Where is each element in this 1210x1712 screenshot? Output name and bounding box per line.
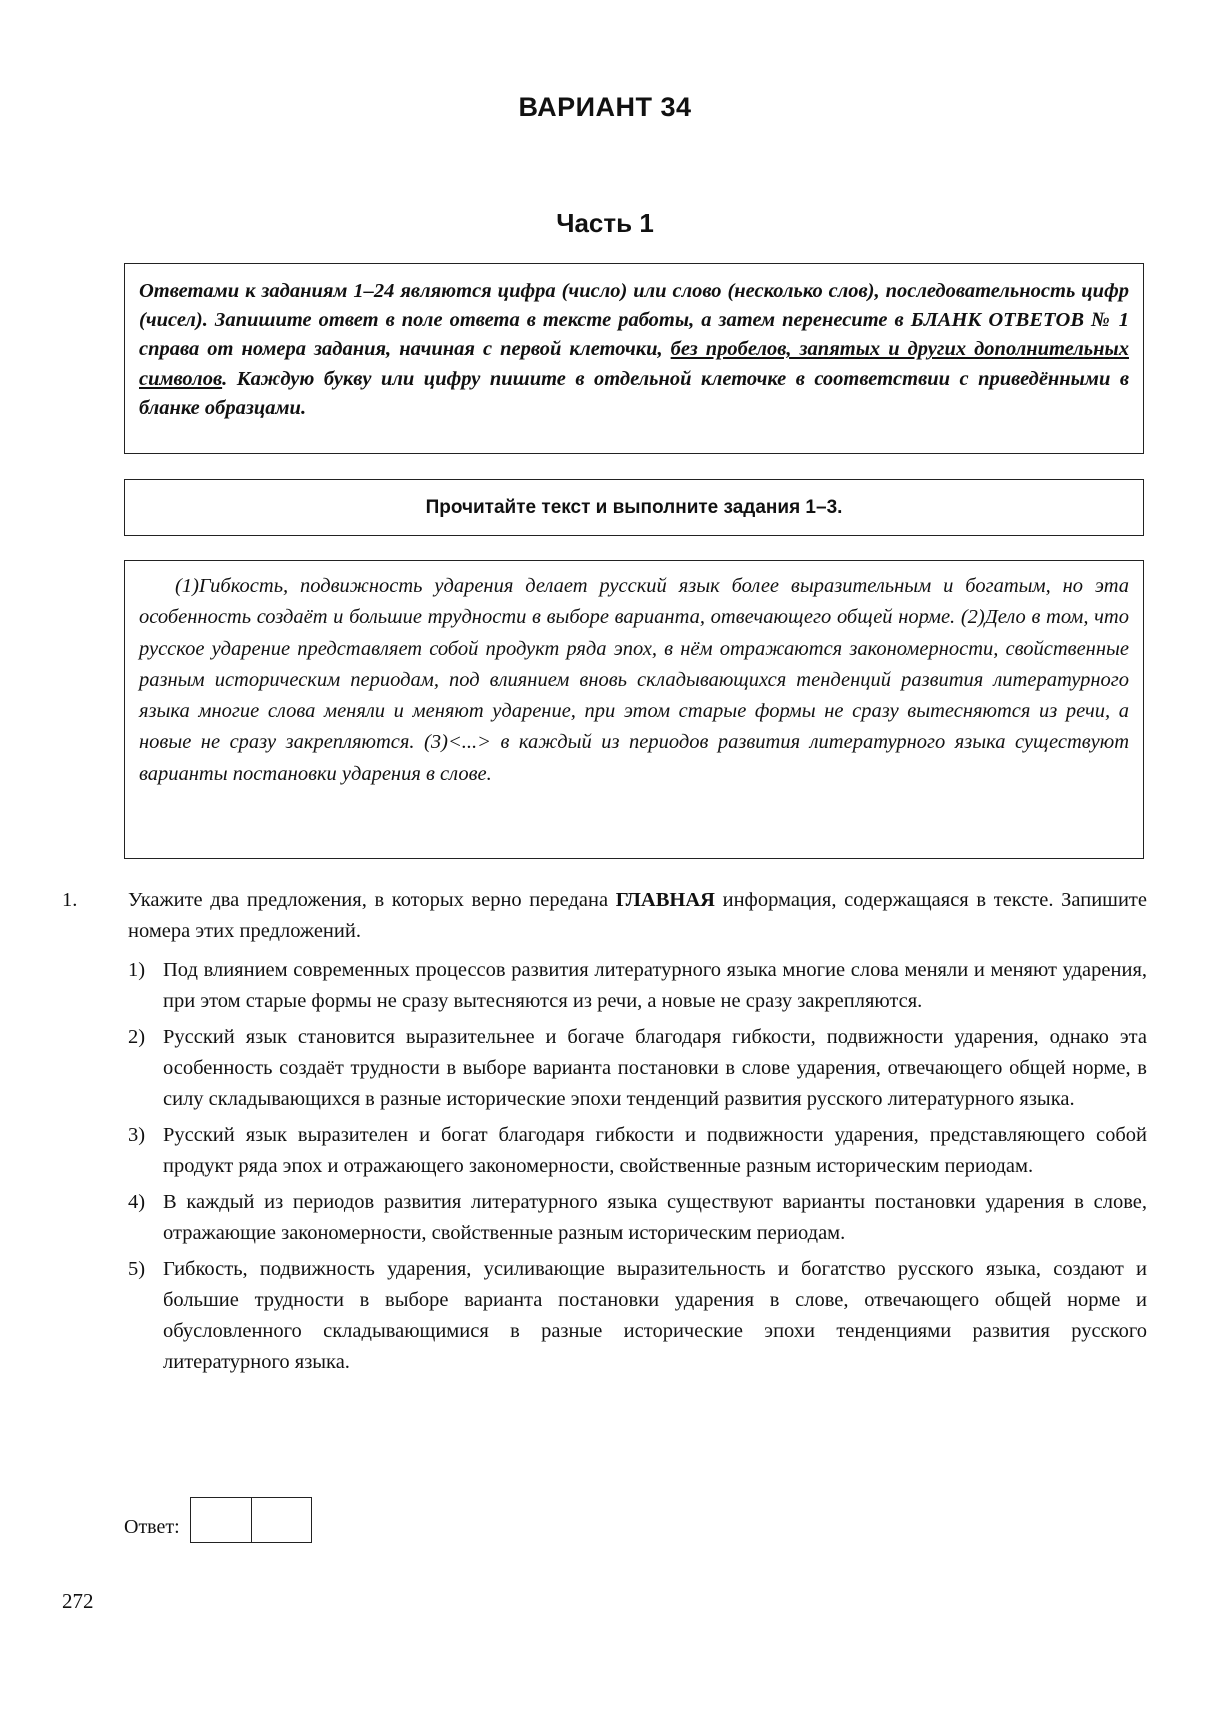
- task-question-bold: ГЛАВНАЯ: [615, 889, 715, 911]
- option-5: [128, 1254, 1147, 1378]
- passage-text: (1)Гибкость, подвижность ударения делает русский язык более выразительным и богатым, но эта особенность создаёт и большие трудности в выборе варианта, отвечающего общей норме. (2)Дело в том, что русское ударение представляет собой продукт ряда эпох, в нём отражаются закономерности, свойственные разным историческим периодам, под влиянием вновь складывающихся тенденций развития литературного языка многие слова меняли и меняют ударение, при этом старые формы не сразу вытесняются из речи, а новые не сразу закрепляются. (3)<...> в каждый из периодов развития литературного языка существуют варианты постановки ударения в слове.: [139, 575, 1129, 785]
- task-number: 1.: [62, 889, 78, 911]
- answer-cells[interactable]: [190, 1497, 312, 1543]
- answer-label: Ответ:: [124, 1516, 180, 1538]
- option-text: Русский язык становится выразительнее и богаче благодаря гибкости, подвижности ударения, однако эта особенность создаёт трудности в выборе варианта постановки в слове ударения, отвечающего общей норме, в силу складывающихся в разные исторические эпохи тенденций развития русского литературного языка.: [163, 1026, 1147, 1110]
- instructions-text-end: . Каждую букву или цифру пишите в отдельной клеточке в соответствии с приведёнными в бланке образцами.: [139, 367, 1129, 419]
- answer-field: [124, 1497, 312, 1543]
- answer-cell-2[interactable]: [251, 1498, 311, 1542]
- option-2: [128, 1022, 1147, 1115]
- instructions-text: Ответами к заданиям 1–24 являются цифра (число) или слово (несколько слов), последовательность цифр (чисел). Запишите ответ в поле ответа в тексте работы, а затем перенесите в БЛАНК ОТВЕТОВ № 1 справа от номера задания, начиная с первой клеточки,: [139, 280, 1129, 361]
- instructions-underlined: без пробелов, запятых и других дополнительных символов: [139, 338, 1129, 390]
- option-3: [128, 1120, 1147, 1182]
- option-1: [128, 955, 1147, 1017]
- options-list: [128, 955, 1147, 1378]
- option-text: Под влиянием современных процессов развития литературного языка многие слова меняли и меняют ударения, при этом старые формы не сразу вытесняются из речи, а новые не сразу закрепляются.: [163, 959, 1147, 1012]
- instructions-box: [124, 263, 1144, 454]
- read-prompt-box: [124, 479, 1144, 536]
- option-text: Русский язык выразителен и богат благодаря гибкости и подвижности ударения, представляющего собой продукт ряда эпох и отражающего закономерности, свойственные разным историческим периодам.: [163, 1124, 1147, 1177]
- variant-title: ВАРИАНТ 34: [518, 92, 692, 122]
- part-title: Часть 1: [556, 208, 654, 238]
- passage-box: [124, 560, 1144, 859]
- option-text: Гибкость, подвижность ударения, усиливающие выразительность и богатство русского языка, создают и большие трудности в выборе варианта постановки ударения в слове, отвечающего общей норме и обусловленного складывающимися в разные исторические эпохи тенденциями развития русского литературного языка.: [163, 1258, 1147, 1373]
- option-4: [128, 1187, 1147, 1249]
- task-question-start: Укажите два предложения, в которых верно передана: [128, 889, 616, 911]
- task-question-end: информация, содержащаяся в тексте. Запишите номера этих предложений.: [128, 889, 1147, 942]
- answer-cell-1[interactable]: [191, 1498, 251, 1542]
- option-number: 3): [128, 1124, 146, 1146]
- option-text: В каждый из периодов развития литературного языка существуют варианты постановки ударения в слове, отражающие закономерности, свойственные разным историческим периодам.: [163, 1191, 1147, 1244]
- page-number: 272: [62, 1589, 94, 1613]
- read-prompt: Прочитайте текст и выполните задания 1–3.: [425, 497, 843, 518]
- task-1: [62, 885, 1147, 1383]
- option-number: 4): [128, 1191, 146, 1213]
- option-number: 5): [128, 1258, 146, 1280]
- task-question: [128, 885, 1147, 947]
- option-number: 2): [128, 1026, 146, 1048]
- option-number: 1): [128, 959, 146, 981]
